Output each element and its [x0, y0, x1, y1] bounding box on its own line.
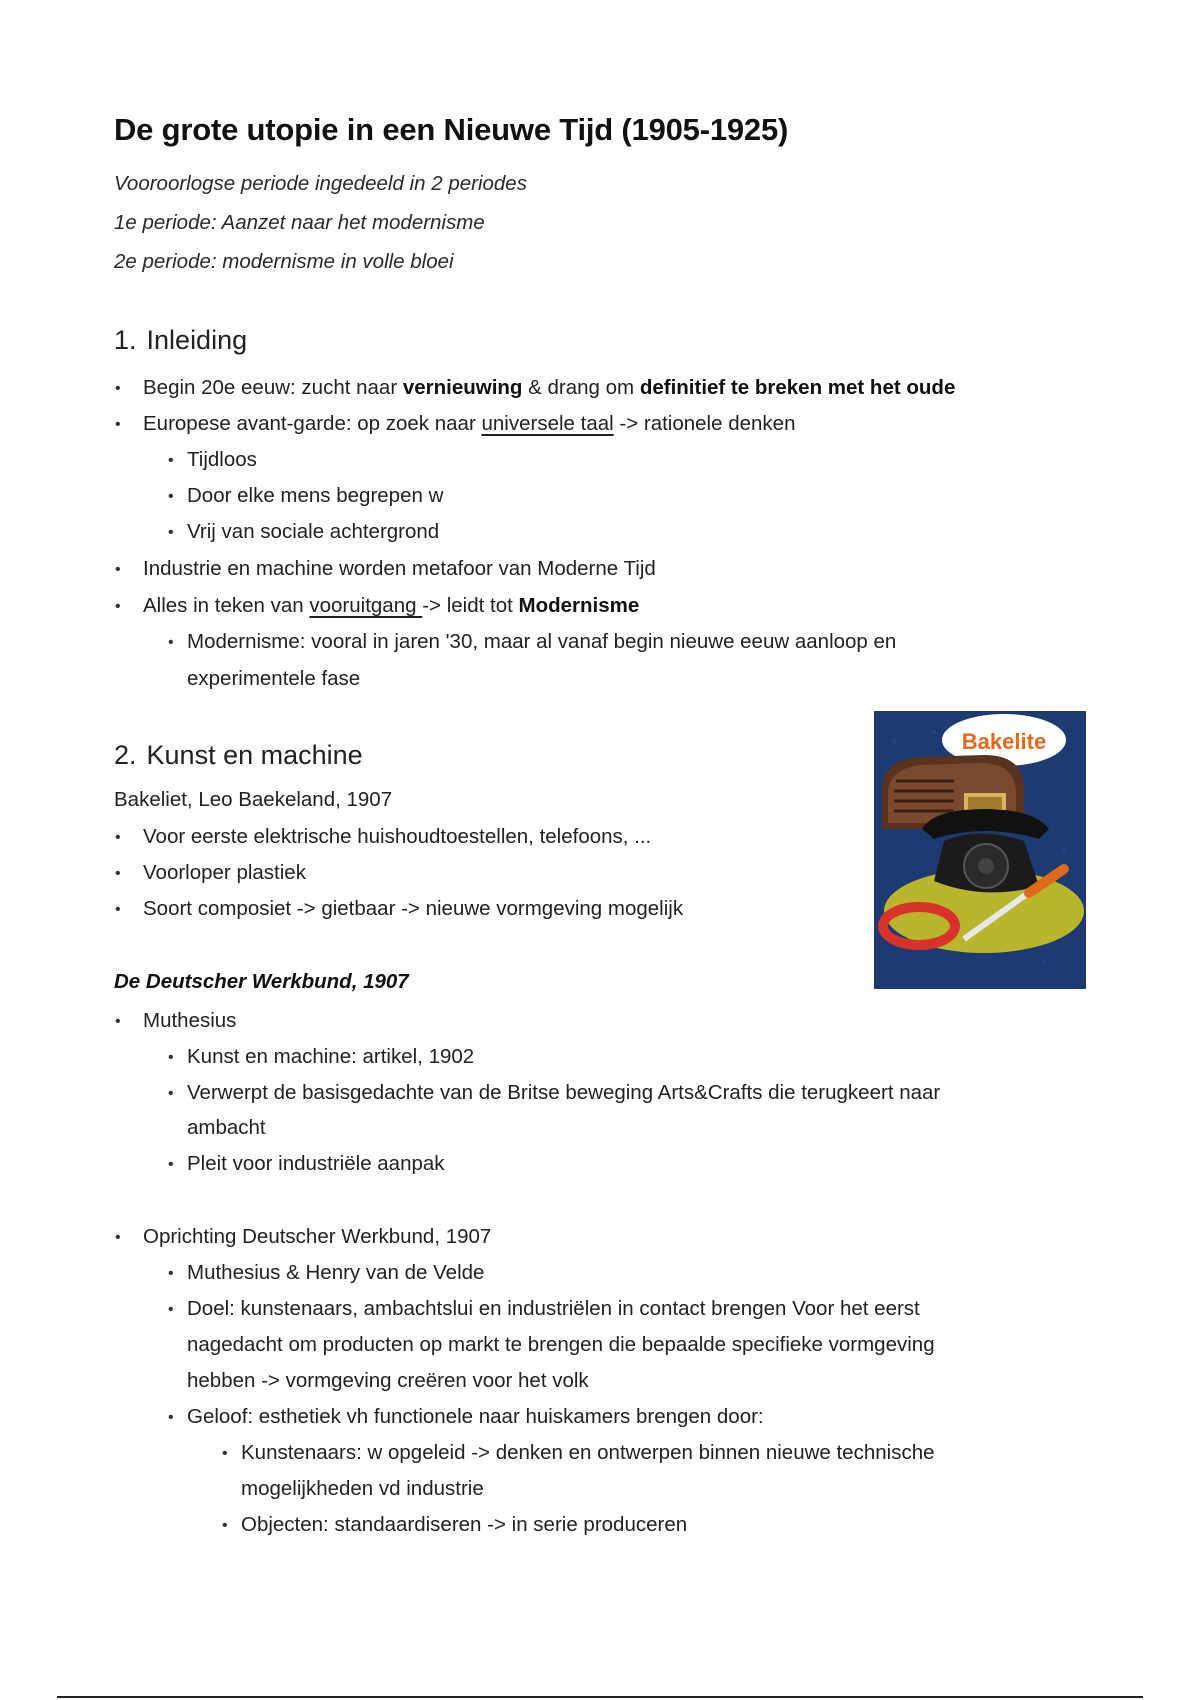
bullet-icon: •	[168, 488, 174, 505]
list-item: Geloof: esthetiek vh functionele naar huiskamers brengen door:	[187, 1405, 764, 1428]
section-2-heading: 2. Kunst en machine	[114, 740, 363, 770]
bullet-icon: •	[168, 1265, 174, 1282]
list-item-continuation: ambacht	[187, 1116, 266, 1139]
list-item: Tijdloos	[187, 448, 257, 471]
list-item-continuation: nagedacht om producten op markt te brengen die bepaalde specifieke vormgeving	[187, 1333, 935, 1356]
list-item: Begin 20e eeuw: zucht naar vernieuwing & drang om definitief te breken met het oude	[143, 376, 956, 399]
list-item: Soort composiet -> gietbaar -> nieuwe vormgeving mogelijk	[143, 897, 684, 920]
list-item: Europese avant-garde: op zoek naar universele taal -> rationele denken	[143, 412, 796, 435]
bullet-icon: •	[115, 1013, 121, 1030]
bullet-icon: •	[168, 1049, 174, 1066]
intro-line-1: Vooroorlogse periode ingedeeld in 2 periodes	[114, 172, 527, 195]
werkbund-heading: De Deutscher Werkbund, 1907	[114, 970, 409, 993]
page-title: De grote utopie in een Nieuwe Tijd (1905-1925)	[114, 112, 789, 147]
intro-line-2: 1e periode: Aanzet naar het modernisme	[114, 211, 485, 234]
bullet-icon: •	[115, 829, 121, 846]
bullet-icon: •	[168, 1085, 174, 1102]
bullet-icon: •	[168, 1156, 174, 1173]
bullet-icon: •	[168, 1301, 174, 1318]
list-item: Industrie en machine worden metafoor van Moderne Tijd	[143, 557, 656, 580]
bullet-icon: •	[115, 380, 121, 397]
list-item: Kunstenaars: w opgeleid -> denken en ontwerpen binnen nieuwe technische	[241, 1441, 935, 1464]
list-item: Voor eerste elektrische huishoudtoestellen, telefoons, ...	[143, 825, 652, 848]
list-item-continuation: experimentele fase	[187, 667, 361, 690]
footer-divider	[57, 1696, 1143, 1698]
list-item: Alles in teken van vooruitgang -> leidt tot Modernisme	[143, 594, 640, 617]
bullet-icon: •	[168, 524, 174, 541]
bakeliet-line: Bakeliet, Leo Baekeland, 1907	[114, 788, 393, 811]
list-item: Door elke mens begrepen w	[187, 484, 444, 507]
bakelite-illustration	[874, 711, 1086, 989]
bullet-icon: •	[168, 1409, 174, 1426]
list-item: Objecten: standaardiseren -> in serie produceren	[241, 1513, 688, 1536]
list-item: Verwerpt de basisgedachte van de Britse beweging Arts&Crafts die terugkeert naar	[187, 1081, 941, 1104]
section-1-heading: 1. Inleiding	[114, 325, 248, 355]
list-item: Oprichting Deutscher Werkbund, 1907	[143, 1225, 492, 1248]
bullet-icon: •	[222, 1445, 228, 1462]
bakelite-image	[874, 711, 1086, 989]
bullet-icon: •	[115, 865, 121, 882]
bullet-icon: •	[115, 598, 121, 615]
bullet-icon: •	[115, 1229, 121, 1246]
bullet-icon: •	[115, 416, 121, 433]
list-item: Doel: kunstenaars, ambachtslui en industriëlen in contact brengen Voor het eerst	[187, 1297, 920, 1320]
list-item: Muthesius	[143, 1009, 237, 1032]
bullet-icon: •	[168, 452, 174, 469]
intro-line-3: 2e periode: modernisme in volle bloei	[114, 250, 454, 273]
list-item: Voorloper plastiek	[143, 861, 306, 884]
bullet-icon: •	[115, 901, 121, 918]
list-item: Kunst en machine: artikel, 1902	[187, 1045, 475, 1068]
bullet-icon: •	[222, 1517, 228, 1534]
list-item-continuation: hebben -> vormgeving creëren voor het volk	[187, 1369, 589, 1392]
list-item: Muthesius & Henry van de Velde	[187, 1261, 485, 1284]
list-item-continuation: mogelijkheden vd industrie	[241, 1477, 484, 1500]
list-item: Pleit voor industriële aanpak	[187, 1152, 445, 1175]
list-item: Vrij van sociale achtergrond	[187, 520, 440, 543]
list-item: Modernisme: vooral in jaren '30, maar al vanaf begin nieuwe eeuw aanloop en	[187, 630, 897, 653]
bullet-icon: •	[115, 561, 121, 578]
bullet-icon: •	[168, 634, 174, 651]
bakelite-label: Bakelite	[961, 729, 1047, 754]
